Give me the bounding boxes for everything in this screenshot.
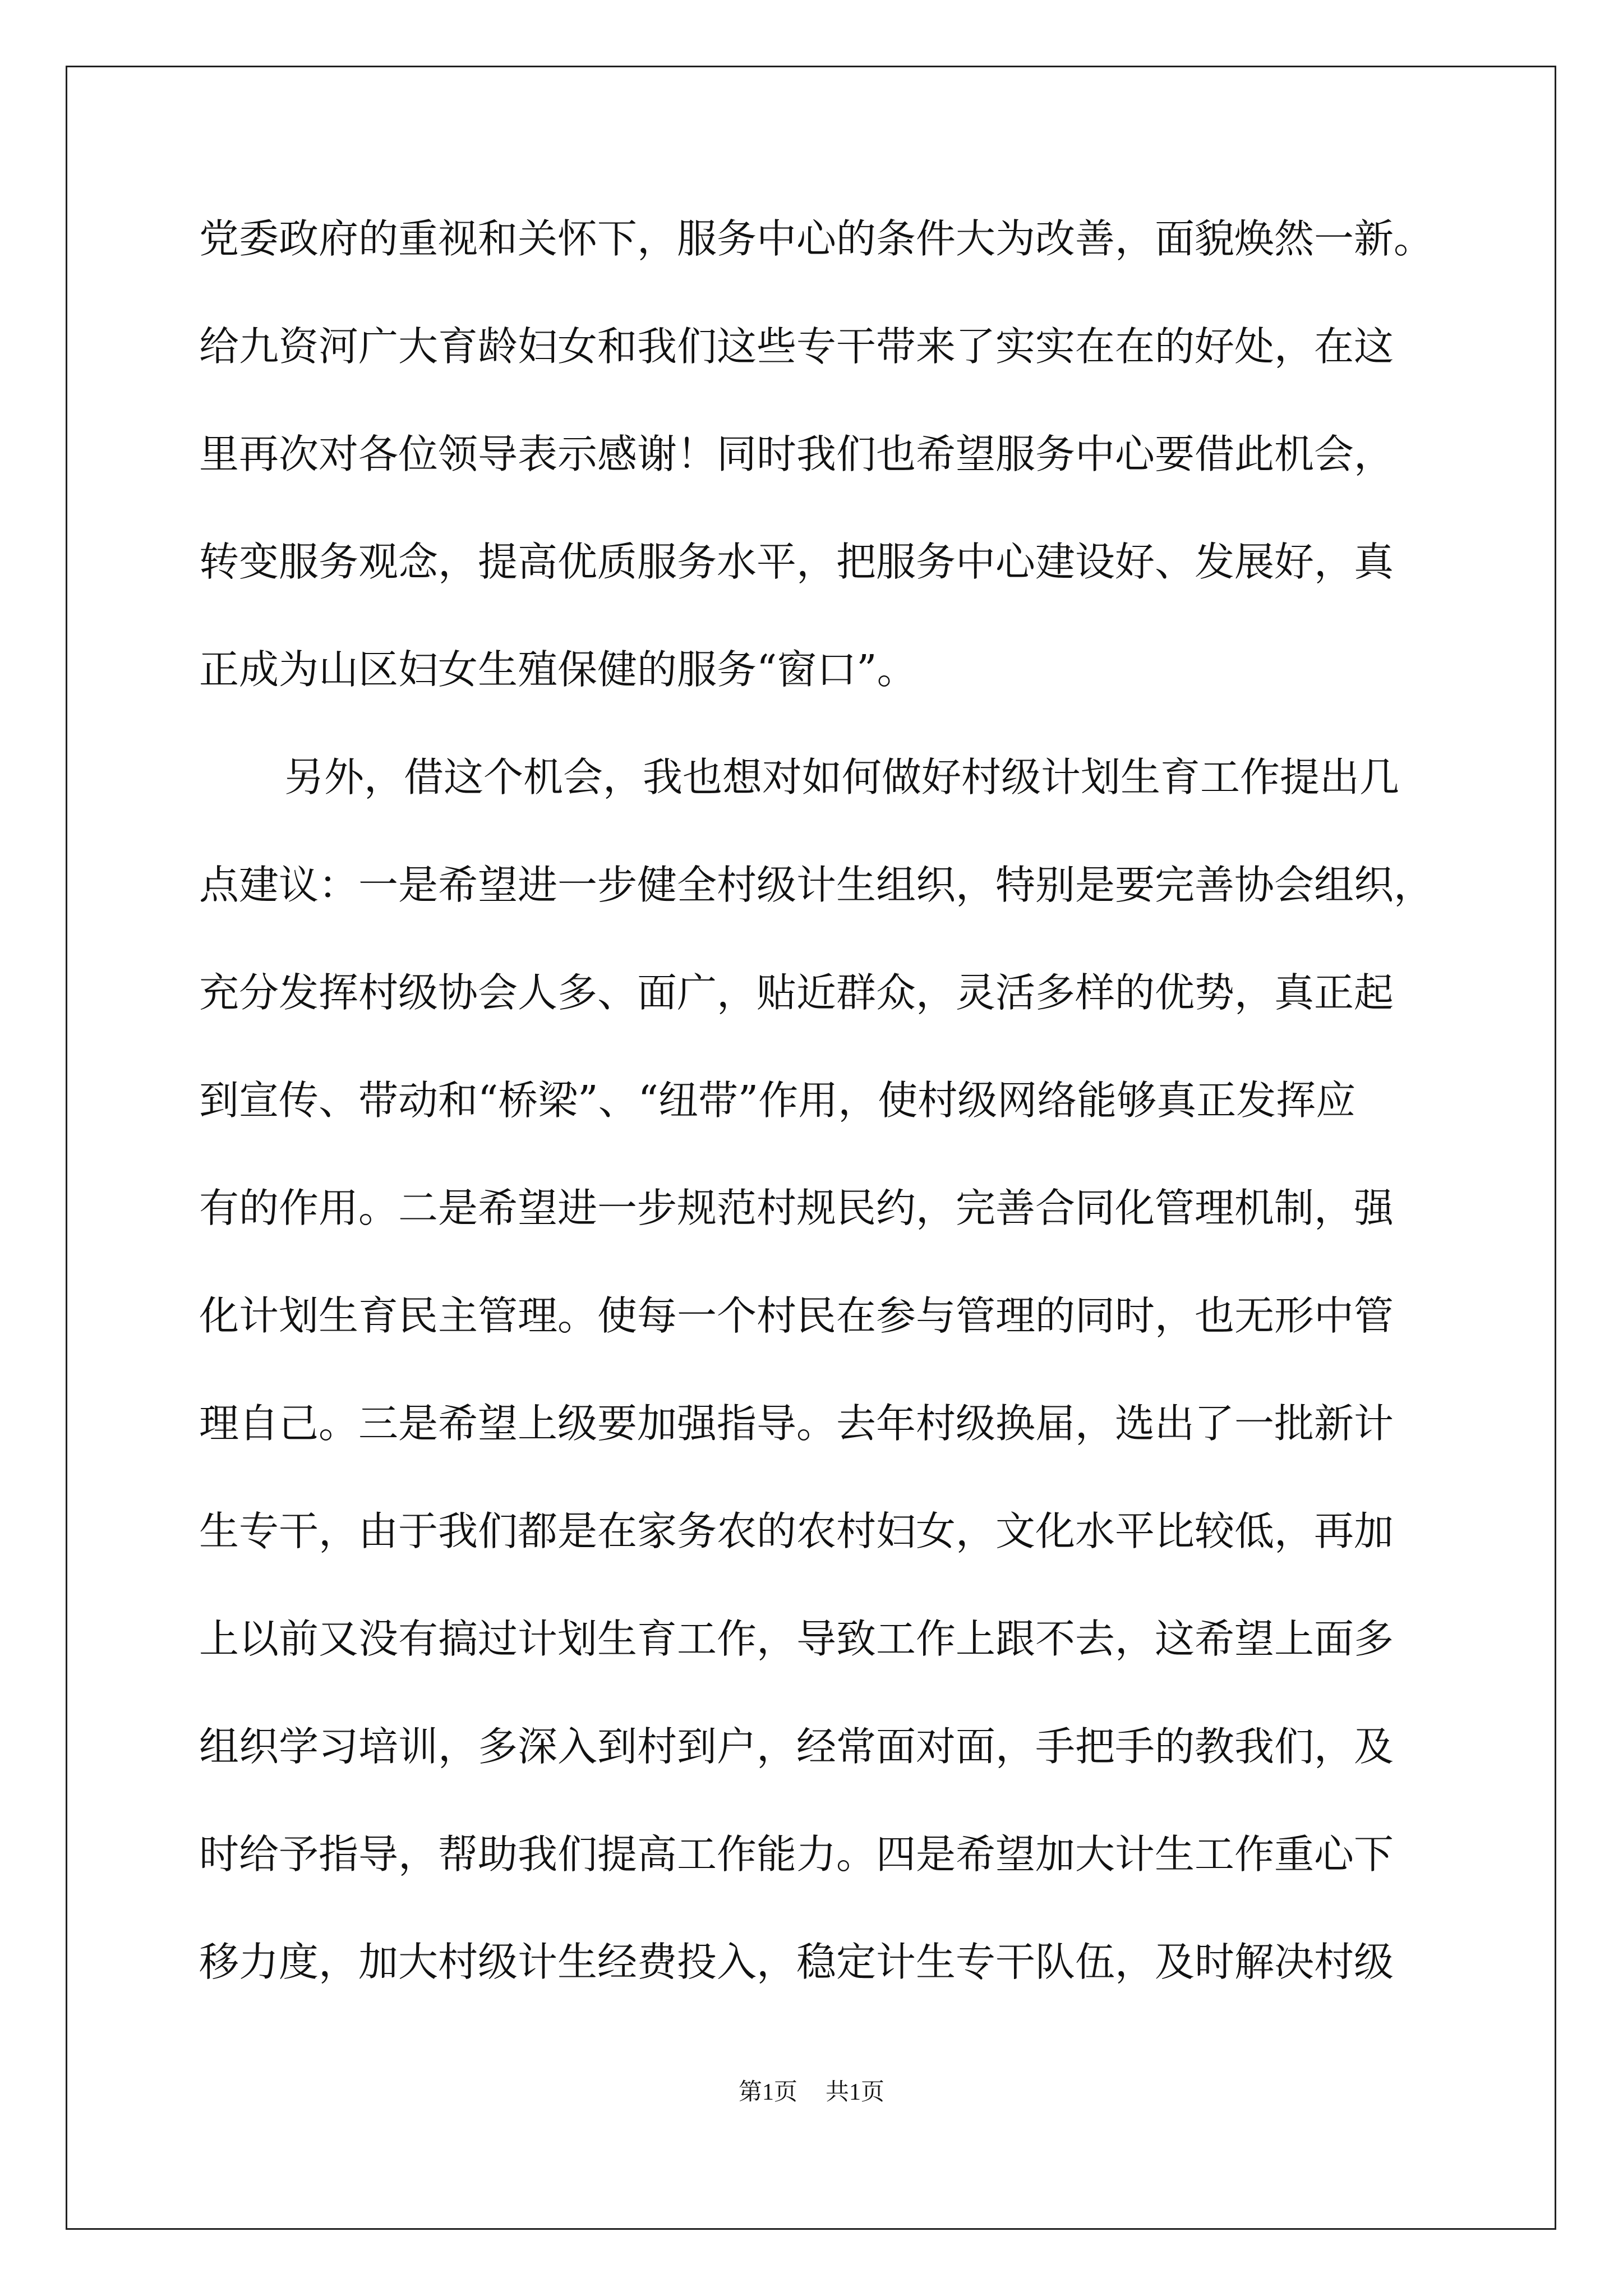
text-line: 上以前又没有搞过计划生育工作，导致工作上跟不去，这希望上面多 (199, 1616, 1394, 1662)
text-line: 党委政府的重视和关怀下，服务中心的条件大为改善，面貌焕然一新。 (199, 215, 1434, 262)
text-line: 转变服务观念，提高优质服务水平，把服务中心建设好、发展好，真 (199, 539, 1394, 585)
page-count: 共1页 (826, 2079, 885, 2105)
text-line: 正成为山区妇女生殖保健的服务“窗口”。 (199, 646, 917, 693)
page-number: 第1页 (738, 2079, 797, 2105)
page-footer (0, 2076, 1623, 2109)
document-body (199, 185, 1433, 2016)
text-line: 充分发挥村级协会人多、面广，贴近群众，灵活多样的优势，真正起 (199, 969, 1394, 1016)
text-line: 给九资河广大育龄妇女和我们这些专干带来了实实在在的好处，在这 (199, 323, 1394, 370)
text-line: 化计划生育民主管理。使每一个村民在参与管理的同时，也无形中管 (199, 1292, 1394, 1339)
text-line: 生专干，由于我们都是在家务农的农村妇女，文化水平比较低，再加 (199, 1508, 1394, 1554)
text-line: 点建议：一是希望进一步健全村级计生组织，特别是要完善协会组织， (199, 862, 1434, 908)
text-line: 组织学习培训，多深入到村到户，经常面对面，手把手的教我们，及 (199, 1723, 1394, 1770)
text-line: 移力度，加大村级计生经费投入，稳定计生专干队伍，及时解决村级 (199, 1939, 1394, 1985)
text-line: 理自己。三是希望上级要加强指导。去年村级换届，选出了一批新计 (199, 1400, 1394, 1447)
text-line: 里再次对各位领导表示感谢！同时我们也希望服务中心要借此机会， (199, 431, 1394, 477)
text-line: 时给予指导，帮助我们提高工作能力。四是希望加大计生工作重心下 (199, 1831, 1394, 1878)
text-line: 到宣传、带动和“桥梁”、“纽带”作用，使村级网络能够真正发挥应 (199, 1077, 1356, 1124)
text-line: 有的作用。二是希望进一步规范村规民约，完善合同化管理机制，强 (199, 1185, 1394, 1231)
text-line: 另外，借这个机会，我也想对如何做好村级计划生育工作提出几 (284, 754, 1400, 800)
